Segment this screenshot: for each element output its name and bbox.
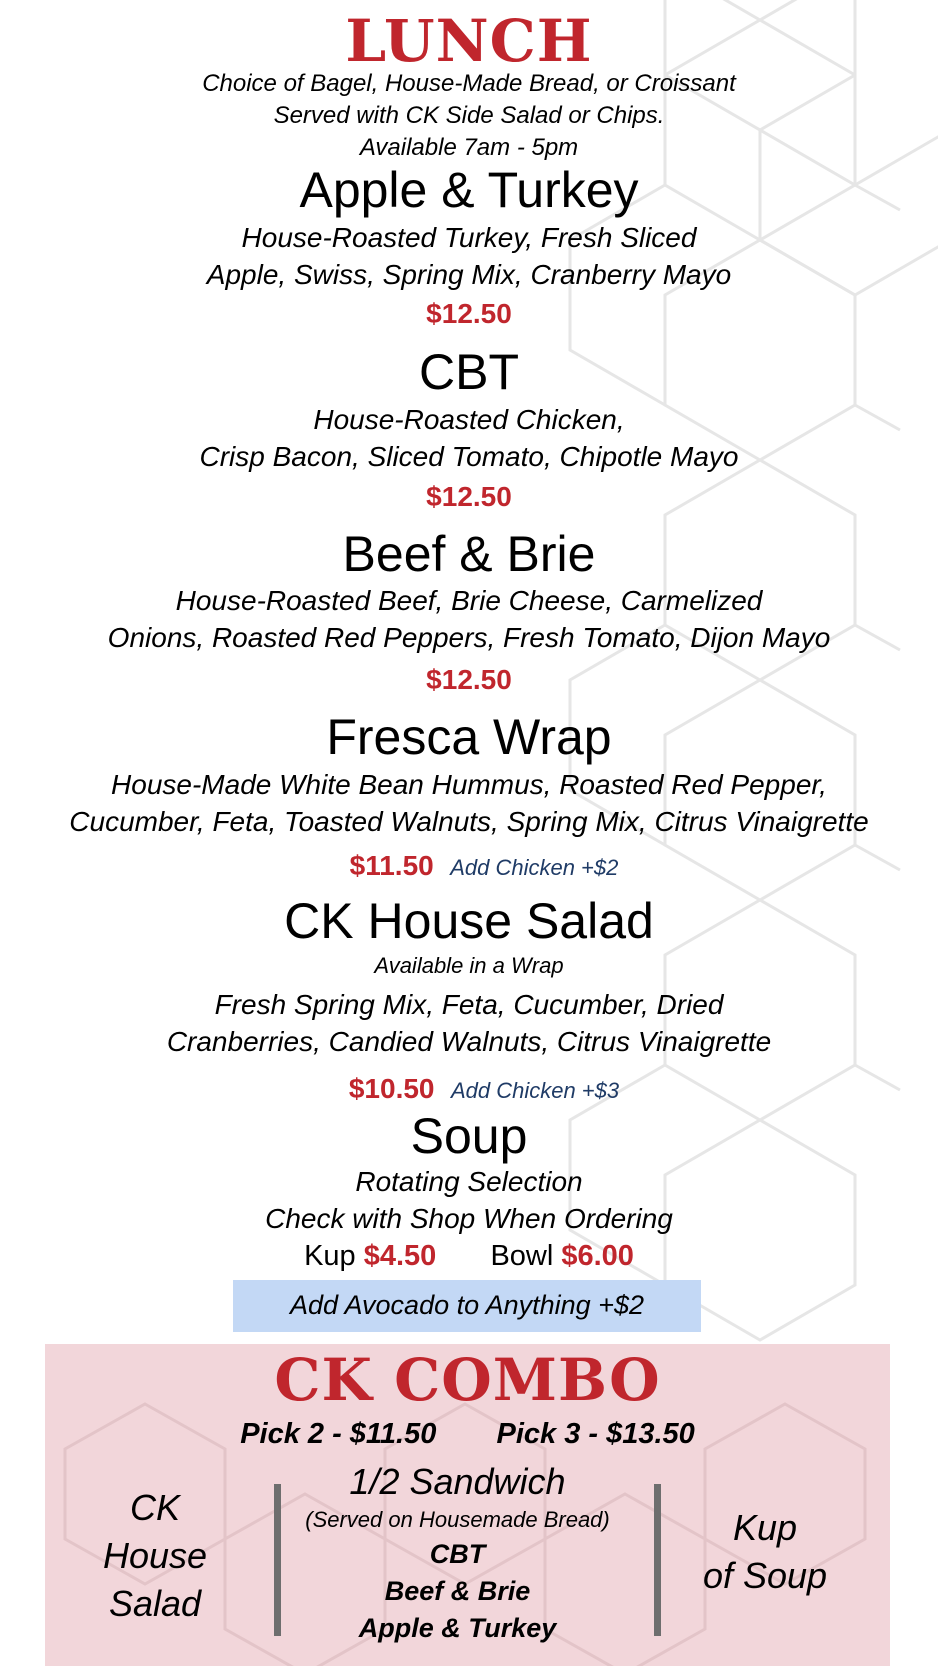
- item-price-row: [0, 848, 938, 889]
- add-chicken-note: Add Chicken +$2: [450, 855, 619, 880]
- half-sandwich-option: CBT: [429, 1539, 486, 1569]
- kup-price: $4.50: [363, 1240, 437, 1272]
- lunch-title: LUNCH: [345, 7, 593, 75]
- pick-2-price: Pick 2 - $11.50: [240, 1418, 437, 1450]
- item-name-cbt: CBT: [419, 344, 519, 400]
- item-desc-line: Onions, Roasted Red Peppers, Fresh Tomato, Dijon Mayo: [107, 622, 831, 653]
- lunch-intro-line-2: Served with CK Side Salad or Chips.: [273, 102, 665, 129]
- item-desc-line: House-Made White Bean Hummus, Roasted Red Pepper,: [111, 769, 827, 800]
- item-desc-line: Cranberries, Candied Walnuts, Citrus Vinaigrette: [166, 1026, 772, 1057]
- combo-option-soup: [665, 1504, 865, 1600]
- item-price: $10.50: [348, 1073, 435, 1104]
- item-price-row: [0, 1071, 938, 1112]
- item-price: $12.50: [426, 664, 512, 695]
- half-sandwich-option: Apple & Turkey: [358, 1613, 557, 1643]
- combo-option-half-sandwich: [285, 1460, 630, 1647]
- item-price: $11.50: [349, 850, 434, 881]
- soup-desc-line: Rotating Selection: [355, 1166, 583, 1197]
- combo-title: CK COMBO: [274, 1346, 661, 1414]
- item-desc-line: House-Roasted Turkey, Fresh Sliced: [241, 222, 697, 253]
- item-name-apple-turkey: Apple & Turkey: [299, 162, 639, 218]
- item-name-fresca-wrap: Fresca Wrap: [326, 709, 612, 765]
- item-price: $12.50: [426, 481, 512, 512]
- soup-desc-line: Check with Shop When Ordering: [265, 1203, 673, 1234]
- item-note: Available in a Wrap: [374, 953, 564, 978]
- combo-soup-line: of Soup: [702, 1555, 828, 1596]
- kup-label: Kup: [304, 1240, 356, 1272]
- item-desc-line: Crisp Bacon, Sliced Tomato, Chipotle Mayo: [199, 441, 739, 472]
- combo-soup-line: Kup: [732, 1507, 798, 1548]
- add-chicken-note: Add Chicken +$3: [450, 1078, 620, 1103]
- half-sandwich-option: Beef & Brie: [384, 1576, 531, 1606]
- bowl-price: $6.00: [561, 1240, 634, 1272]
- item-desc-line: House-Roasted Chicken,: [313, 404, 625, 435]
- item-desc-line: Fresh Spring Mix, Feta, Cucumber, Dried: [214, 989, 724, 1020]
- lunch-intro-line-3: Available 7am - 5pm: [359, 134, 579, 161]
- item-price: $12.50: [426, 298, 512, 329]
- item-desc-line: Cucumber, Feta, Toasted Walnuts, Spring Mix, Citrus Vinaigrette: [69, 806, 869, 837]
- half-sandwich-note: (Served on Housemade Bread): [305, 1507, 610, 1532]
- combo-divider-right: [654, 1484, 661, 1636]
- item-desc-line: House-Roasted Beef, Brie Cheese, Carmelized: [175, 585, 763, 616]
- soup-prices: [0, 1237, 938, 1275]
- lunch-intro-line-1: Choice of Bagel, House-Made Bread, or Croissant: [202, 70, 736, 97]
- half-sandwich-title: 1/2 Sandwich: [349, 1461, 566, 1502]
- item-desc-line: Apple, Swiss, Spring Mix, Cranberry Mayo: [206, 259, 732, 290]
- combo-option-salad: [75, 1484, 235, 1628]
- avocado-addon-banner: Add Avocado to Anything +$2: [233, 1280, 701, 1332]
- pick-3-price: Pick 3 - $13.50: [496, 1418, 695, 1450]
- combo-pricing: [45, 1414, 890, 1454]
- item-name-ck-house-salad: CK House Salad: [284, 893, 654, 949]
- combo-salad-line: CK: [129, 1487, 180, 1528]
- combo-divider-left: [274, 1484, 281, 1636]
- item-name-soup: Soup: [410, 1108, 528, 1164]
- combo-salad-line: House: [102, 1535, 208, 1576]
- item-name-beef-brie: Beef & Brie: [342, 526, 596, 582]
- ck-combo-panel: [45, 1344, 890, 1666]
- combo-salad-line: Salad: [108, 1583, 202, 1624]
- bowl-label: Bowl: [490, 1240, 554, 1272]
